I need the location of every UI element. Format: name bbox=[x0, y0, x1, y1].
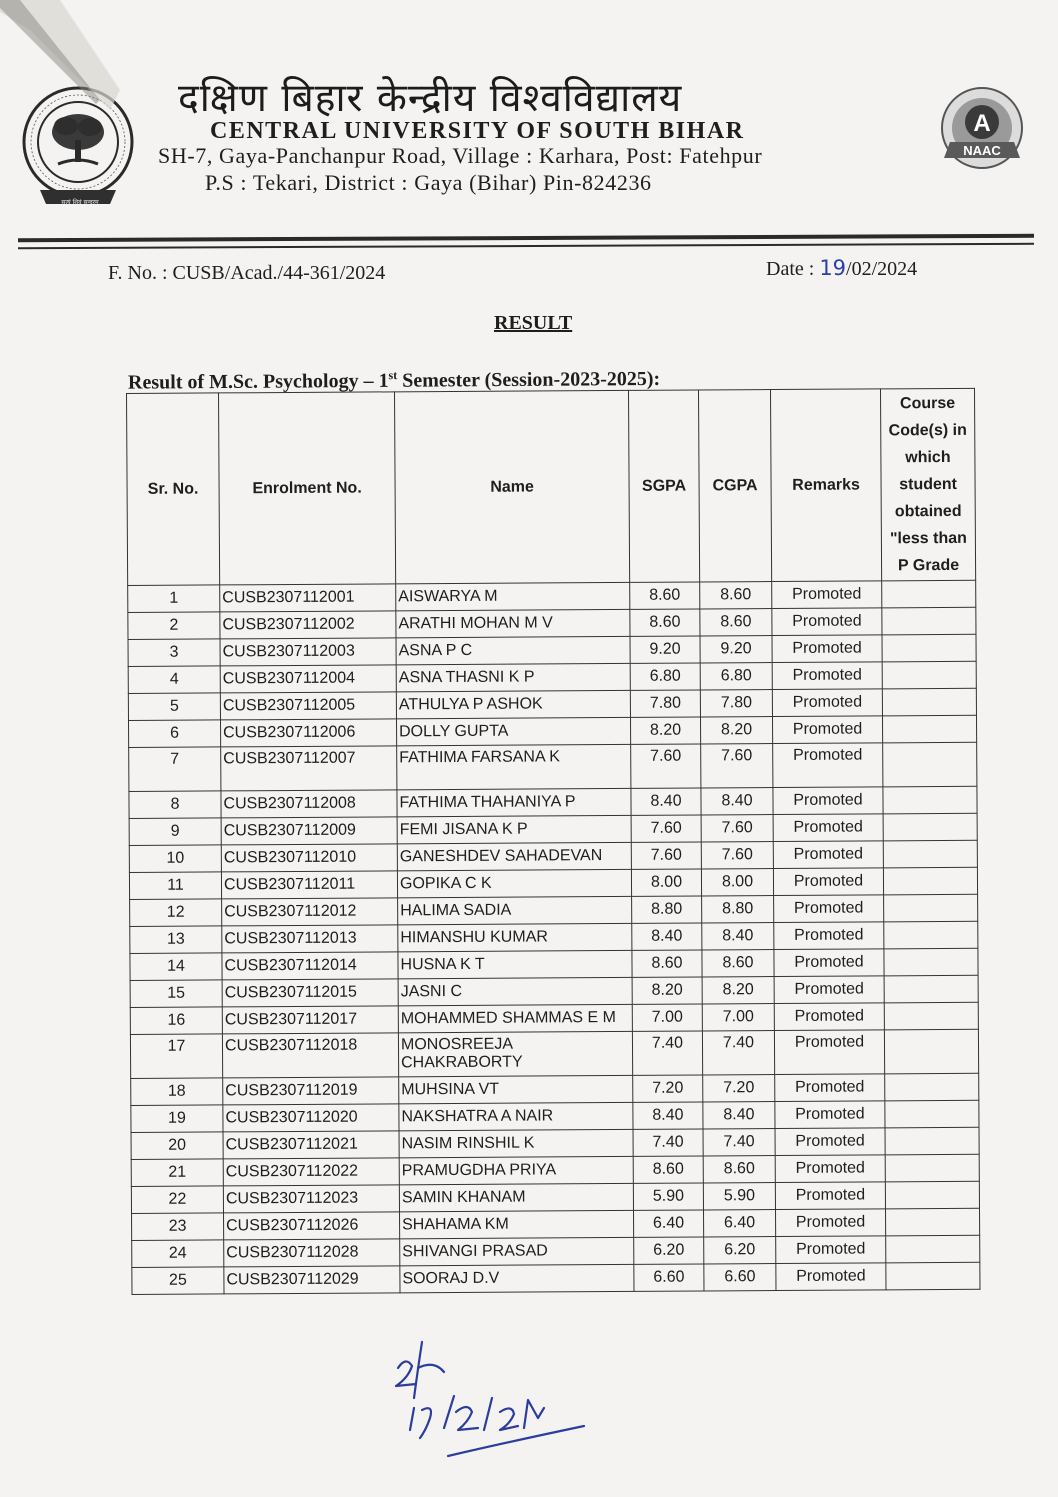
cell-course-codes bbox=[882, 580, 976, 608]
cell-sgpa: 8.40 bbox=[631, 788, 701, 815]
cell-course-codes bbox=[882, 715, 976, 743]
cell-remarks: Promoted bbox=[773, 743, 883, 788]
cell-enrolment: CUSB2307112005 bbox=[220, 692, 396, 720]
cell-cgpa: 6.20 bbox=[704, 1237, 776, 1264]
cell-remarks: Promoted bbox=[773, 841, 883, 869]
cell-sgpa: 8.60 bbox=[632, 950, 702, 977]
cell-name: HUSNA K T bbox=[398, 950, 632, 978]
cell-remarks: Promoted bbox=[775, 1182, 885, 1210]
handwritten-signature bbox=[388, 1338, 588, 1478]
date-day-handwritten: 19 bbox=[819, 256, 847, 280]
university-title-english: CENTRAL UNIVERSITY OF SOUTH BIHAR bbox=[210, 118, 745, 144]
cell-enrolment: CUSB2307112003 bbox=[220, 638, 396, 666]
scan-smudge bbox=[0, 0, 140, 120]
cell-name: GANESHDEV SAHADEVAN bbox=[397, 842, 631, 870]
cell-sgpa: 9.20 bbox=[630, 636, 700, 663]
cell-cgpa: 7.80 bbox=[700, 690, 772, 717]
cell-sgpa: 6.40 bbox=[634, 1210, 704, 1237]
cell-name: HALIMA SADIA bbox=[398, 896, 632, 924]
cell-sr-no: 7 bbox=[129, 747, 221, 792]
cell-sgpa: 8.20 bbox=[632, 977, 702, 1004]
cell-remarks: Promoted bbox=[775, 1155, 885, 1183]
cell-cgpa: 7.00 bbox=[702, 1004, 774, 1031]
cell-remarks: Promoted bbox=[776, 1209, 886, 1237]
cell-remarks: Promoted bbox=[772, 608, 882, 636]
cell-enrolment: CUSB2307112007 bbox=[221, 746, 397, 791]
file-number: F. No. : CUSB/Acad./44-361/2024 bbox=[108, 262, 386, 284]
cell-course-codes bbox=[882, 634, 976, 662]
cell-name: FEMI JISANA K P bbox=[397, 815, 631, 843]
cell-course-codes bbox=[884, 1029, 978, 1074]
cell-course-codes bbox=[884, 1002, 978, 1030]
cell-name: FATHIMA FARSANA K bbox=[397, 744, 631, 789]
cell-enrolment: CUSB2307112022 bbox=[223, 1158, 399, 1186]
cell-course-codes bbox=[883, 840, 977, 868]
cell-sr-no: 9 bbox=[129, 818, 221, 846]
cell-sgpa: 6.80 bbox=[630, 663, 700, 690]
cell-course-codes bbox=[885, 1181, 979, 1209]
cell-sgpa: 7.00 bbox=[632, 1004, 702, 1031]
cell-name: ASNA P C bbox=[396, 636, 630, 664]
cell-enrolment: CUSB2307112023 bbox=[223, 1185, 399, 1213]
cell-name: SAMIN KHANAM bbox=[399, 1183, 633, 1211]
cell-remarks: Promoted bbox=[772, 662, 882, 690]
date-rest: /02/2024 bbox=[846, 258, 918, 280]
cell-sgpa: 7.80 bbox=[630, 690, 700, 717]
cell-enrolment: CUSB2307112028 bbox=[224, 1239, 400, 1267]
naac-grade-letter: A bbox=[973, 110, 991, 137]
cell-sr-no: 24 bbox=[132, 1240, 224, 1268]
cell-sgpa: 7.60 bbox=[631, 842, 701, 869]
cell-course-codes bbox=[886, 1235, 980, 1263]
column-header-cgpa: CGPA bbox=[698, 390, 771, 582]
cell-sr-no: 22 bbox=[131, 1186, 223, 1214]
cell-name: HIMANSHU KUMAR bbox=[398, 923, 632, 951]
cell-name: NAKSHATRA A NAIR bbox=[399, 1102, 633, 1130]
cell-sr-no: 25 bbox=[132, 1267, 224, 1295]
cell-cgpa: 9.20 bbox=[700, 636, 772, 663]
column-header-remarks: Remarks bbox=[770, 389, 881, 582]
cell-sr-no: 5 bbox=[128, 693, 220, 721]
cell-cgpa: 8.60 bbox=[700, 582, 772, 609]
cell-course-codes bbox=[884, 948, 978, 976]
date-label: Date : bbox=[766, 258, 820, 280]
cell-cgpa: 7.40 bbox=[703, 1129, 775, 1156]
cell-enrolment: CUSB2307112018 bbox=[222, 1033, 398, 1078]
naac-label: NAAC bbox=[963, 143, 1001, 158]
header-divider-thick bbox=[18, 234, 1034, 242]
cell-enrolment: CUSB2307112008 bbox=[221, 790, 397, 818]
cell-name: DOLLY GUPTA bbox=[396, 717, 630, 745]
cell-course-codes bbox=[884, 921, 978, 949]
cell-sr-no: 8 bbox=[129, 791, 221, 819]
result-table-body bbox=[128, 580, 980, 1294]
cell-remarks: Promoted bbox=[776, 1263, 886, 1291]
seal-motto: सत्यं शिवं सुन्दरम् bbox=[61, 199, 99, 206]
cell-remarks: Promoted bbox=[775, 1101, 885, 1129]
cell-name: JASNI C bbox=[398, 977, 632, 1005]
cell-enrolment: CUSB2307112021 bbox=[223, 1131, 399, 1159]
cell-cgpa: 8.40 bbox=[702, 923, 774, 950]
result-table bbox=[126, 388, 980, 1295]
cell-cgpa: 8.60 bbox=[703, 1156, 775, 1183]
cell-course-codes bbox=[884, 975, 978, 1003]
cell-enrolment: CUSB2307112017 bbox=[222, 1006, 398, 1034]
cell-sr-no: 13 bbox=[130, 926, 222, 954]
table-header-row bbox=[127, 388, 976, 585]
cell-cgpa: 6.40 bbox=[704, 1210, 776, 1237]
cell-course-codes bbox=[885, 1127, 979, 1155]
cell-remarks: Promoted bbox=[772, 635, 882, 663]
cell-course-codes bbox=[883, 742, 977, 787]
cell-course-codes bbox=[885, 1073, 979, 1101]
cell-sr-no: 20 bbox=[131, 1132, 223, 1160]
cell-enrolment: CUSB2307112004 bbox=[220, 665, 396, 693]
cell-name: GOPIKA C K bbox=[397, 869, 631, 897]
cell-sr-no: 11 bbox=[129, 872, 221, 900]
cell-course-codes bbox=[882, 607, 976, 635]
cell-sgpa: 7.40 bbox=[633, 1129, 703, 1156]
cell-sgpa: 6.20 bbox=[634, 1237, 704, 1264]
cell-remarks: Promoted bbox=[775, 1128, 885, 1156]
cell-cgpa: 6.80 bbox=[700, 663, 772, 690]
cell-course-codes bbox=[885, 1154, 979, 1182]
naac-badge-icon bbox=[932, 82, 1032, 182]
column-header-enrolment: Enrolment No. bbox=[219, 392, 396, 585]
cell-enrolment: CUSB2307112009 bbox=[221, 817, 397, 845]
cell-name: MUHSINA VT bbox=[399, 1075, 633, 1103]
cell-enrolment: CUSB2307112002 bbox=[220, 611, 396, 639]
cell-name: AISWARYA M bbox=[396, 582, 630, 610]
table-row bbox=[129, 742, 977, 791]
cell-course-codes bbox=[882, 688, 976, 716]
cell-course-codes bbox=[883, 786, 977, 814]
cell-remarks: Promoted bbox=[774, 976, 884, 1004]
cell-sr-no: 23 bbox=[132, 1213, 224, 1241]
cell-name: SHIVANGI PRASAD bbox=[400, 1237, 634, 1265]
cell-course-codes bbox=[886, 1262, 980, 1290]
cell-cgpa: 8.20 bbox=[702, 977, 774, 1004]
cell-sgpa: 6.60 bbox=[634, 1264, 704, 1291]
cell-enrolment: CUSB2307112026 bbox=[224, 1212, 400, 1240]
cell-course-codes bbox=[885, 1100, 979, 1128]
cell-sr-no: 16 bbox=[130, 1007, 222, 1035]
cell-cgpa: 8.40 bbox=[701, 788, 773, 815]
cell-sr-no: 19 bbox=[131, 1105, 223, 1133]
caption-sup: st bbox=[388, 368, 398, 383]
column-header-name: Name bbox=[394, 390, 629, 583]
table-row bbox=[132, 1262, 980, 1294]
column-header-sgpa: SGPA bbox=[628, 390, 699, 582]
cell-remarks: Promoted bbox=[774, 1030, 884, 1075]
cell-sgpa: 8.60 bbox=[630, 582, 700, 609]
cell-enrolment: CUSB2307112020 bbox=[223, 1104, 399, 1132]
cell-sgpa: 5.90 bbox=[633, 1183, 703, 1210]
cell-remarks: Promoted bbox=[776, 1236, 886, 1264]
cell-sr-no: 15 bbox=[130, 980, 222, 1008]
cell-name: ARATHI MOHAN M V bbox=[396, 609, 630, 637]
cell-sr-no: 2 bbox=[128, 612, 220, 640]
cell-remarks: Promoted bbox=[774, 949, 884, 977]
cell-sgpa: 7.40 bbox=[632, 1031, 702, 1075]
header-divider-thin bbox=[18, 243, 1034, 249]
cell-cgpa: 8.60 bbox=[702, 950, 774, 977]
cell-remarks: Promoted bbox=[772, 689, 882, 717]
cell-remarks: Promoted bbox=[772, 581, 882, 609]
cell-sgpa: 8.40 bbox=[633, 1102, 703, 1129]
cell-sgpa: 8.00 bbox=[631, 869, 701, 896]
cell-name: NASIM RINSHIL K bbox=[399, 1129, 633, 1157]
university-title-hindi: दक्षिण बिहार केन्द्रीय विश्वविद्यालय bbox=[178, 76, 683, 121]
cell-sgpa: 8.60 bbox=[633, 1156, 703, 1183]
cell-course-codes bbox=[884, 894, 978, 922]
cell-remarks: Promoted bbox=[772, 716, 882, 744]
cell-course-codes bbox=[883, 867, 977, 895]
cell-remarks: Promoted bbox=[774, 922, 884, 950]
cell-name: FATHIMA THAHANIYA P bbox=[397, 788, 631, 816]
cell-cgpa: 5.90 bbox=[703, 1183, 775, 1210]
cell-sr-no: 17 bbox=[130, 1034, 222, 1079]
cell-name: ASNA THASNI K P bbox=[396, 663, 630, 691]
cell-remarks: Promoted bbox=[774, 1003, 884, 1031]
cell-enrolment: CUSB2307112029 bbox=[224, 1266, 400, 1294]
column-header-course-codes: Course Code(s) in which student obtained "less than P Grade bbox=[880, 388, 975, 581]
cell-course-codes bbox=[882, 661, 976, 689]
caption-prefix: Result of M.Sc. Psychology – 1 bbox=[127, 369, 389, 394]
cell-cgpa: 7.60 bbox=[701, 744, 773, 788]
cell-course-codes bbox=[883, 813, 977, 841]
cell-cgpa: 7.20 bbox=[703, 1075, 775, 1102]
cell-remarks: Promoted bbox=[773, 814, 883, 842]
cell-sr-no: 1 bbox=[128, 585, 220, 613]
cell-remarks: Promoted bbox=[773, 787, 883, 815]
cell-cgpa: 7.60 bbox=[701, 842, 773, 869]
cell-sr-no: 12 bbox=[130, 899, 222, 927]
document-date bbox=[766, 256, 917, 281]
cell-sr-no: 6 bbox=[129, 720, 221, 748]
cell-remarks: Promoted bbox=[774, 895, 884, 923]
address-line-2: P.S : Tekari, District : Gaya (Bihar) Pin-824236 bbox=[205, 170, 652, 195]
cell-enrolment: CUSB2307112019 bbox=[223, 1077, 399, 1105]
cell-cgpa: 8.00 bbox=[701, 869, 773, 896]
cell-enrolment: CUSB2307112014 bbox=[222, 952, 398, 980]
result-heading: RESULT bbox=[494, 312, 573, 334]
cell-enrolment: CUSB2307112006 bbox=[220, 719, 396, 747]
cell-name: SHAHAMA KM bbox=[400, 1210, 634, 1238]
cell-enrolment: CUSB2307112011 bbox=[221, 871, 397, 899]
cell-name: MONOSREEJA CHAKRABORTY bbox=[398, 1031, 632, 1076]
address-line-1: SH-7, Gaya-Panchanpur Road, Village : Karhara, Post: Fatehpur bbox=[158, 143, 763, 168]
cell-enrolment: CUSB2307112015 bbox=[222, 979, 398, 1007]
cell-sgpa: 8.40 bbox=[632, 923, 702, 950]
cell-cgpa: 7.60 bbox=[701, 815, 773, 842]
cell-sr-no: 21 bbox=[131, 1159, 223, 1187]
cell-cgpa: 8.80 bbox=[702, 896, 774, 923]
cell-sgpa: 8.80 bbox=[632, 896, 702, 923]
cell-enrolment: CUSB2307112010 bbox=[221, 844, 397, 872]
result-table-container bbox=[126, 388, 979, 1295]
cell-remarks: Promoted bbox=[773, 868, 883, 896]
cell-sr-no: 3 bbox=[128, 639, 220, 667]
cell-name: SOORAJ D.V bbox=[400, 1264, 634, 1292]
cell-cgpa: 6.60 bbox=[704, 1264, 776, 1291]
cell-name: ATHULYA P ASHOK bbox=[396, 690, 630, 718]
cell-sr-no: 14 bbox=[130, 953, 222, 981]
caption-suffix: Semester (Session-2023-2025): bbox=[397, 367, 661, 392]
cell-enrolment: CUSB2307112013 bbox=[222, 925, 398, 953]
cell-cgpa: 7.40 bbox=[702, 1031, 774, 1075]
cell-sgpa: 7.60 bbox=[631, 815, 701, 842]
cell-cgpa: 8.40 bbox=[703, 1102, 775, 1129]
table-row bbox=[130, 1029, 978, 1078]
cell-sr-no: 10 bbox=[129, 845, 221, 873]
cell-remarks: Promoted bbox=[775, 1074, 885, 1102]
cell-sgpa: 7.20 bbox=[633, 1075, 703, 1102]
column-header-sr-no: Sr. No. bbox=[127, 393, 220, 586]
cell-enrolment: CUSB2307112001 bbox=[220, 584, 396, 612]
cell-name: MOHAMMED SHAMMAS E M bbox=[398, 1004, 632, 1032]
cell-sr-no: 18 bbox=[131, 1078, 223, 1106]
cell-course-codes bbox=[885, 1208, 979, 1236]
cell-cgpa: 8.20 bbox=[700, 717, 772, 744]
cell-sgpa: 7.60 bbox=[631, 744, 701, 788]
cell-sgpa: 8.20 bbox=[630, 717, 700, 744]
cell-enrolment: CUSB2307112012 bbox=[222, 898, 398, 926]
cell-cgpa: 8.60 bbox=[700, 609, 772, 636]
cell-name: PRAMUGDHA PRIYA bbox=[399, 1156, 633, 1184]
cell-sr-no: 4 bbox=[128, 666, 220, 694]
cell-sgpa: 8.60 bbox=[630, 609, 700, 636]
